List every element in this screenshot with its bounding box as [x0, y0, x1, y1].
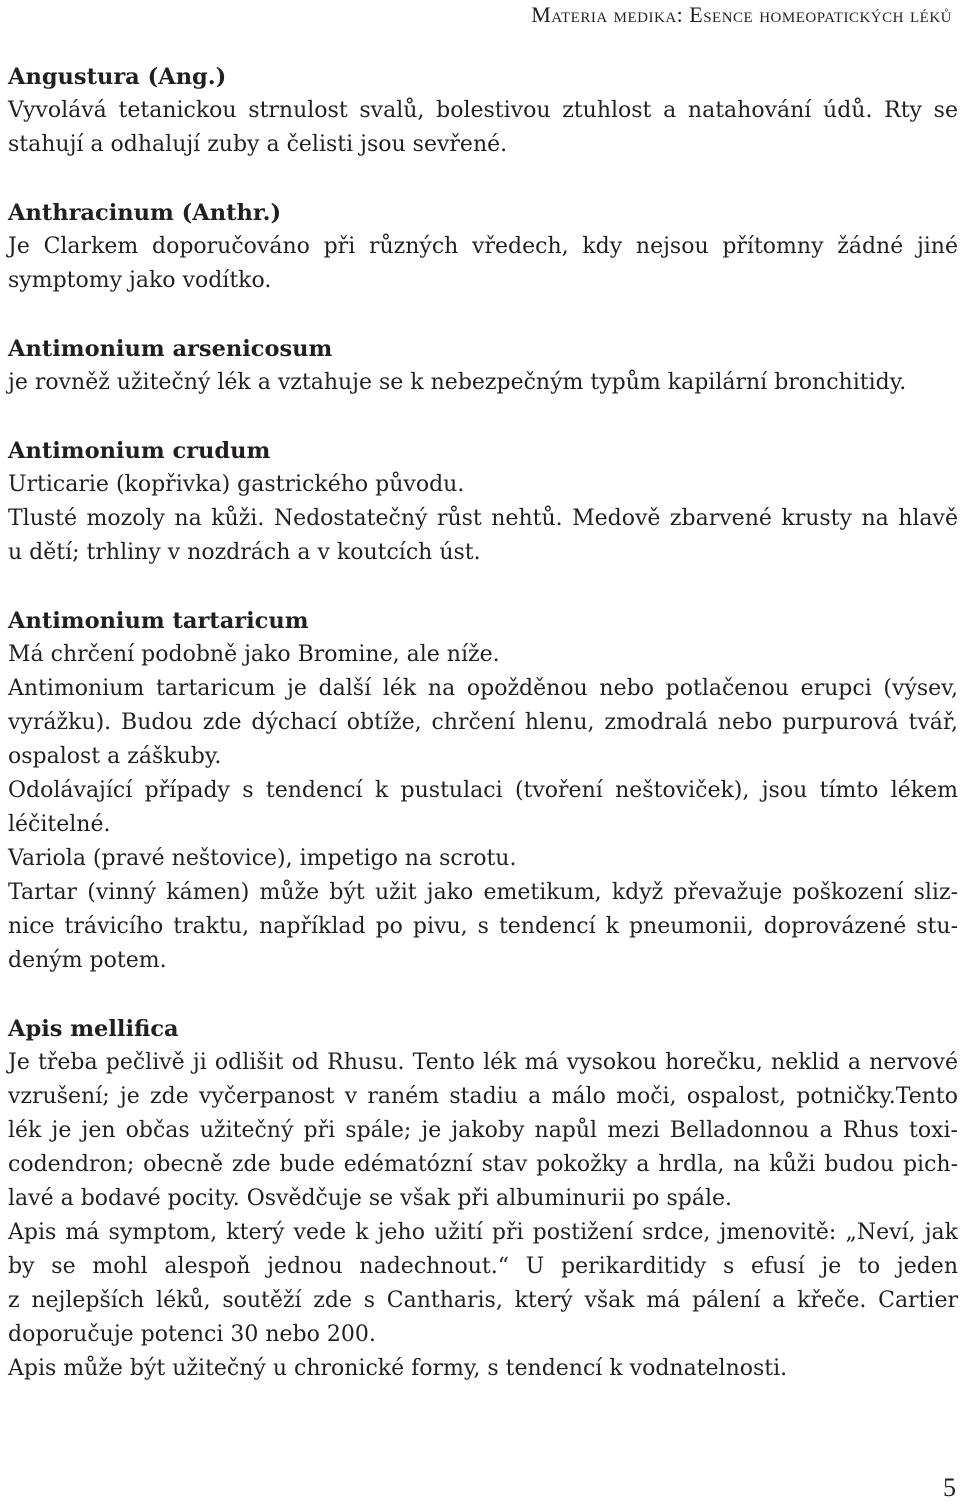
text-line: ospalost a záškuby. — [8, 744, 222, 769]
page-number: 5 — [943, 1473, 956, 1502]
text-line: symptomy jako vodítko. — [8, 268, 272, 293]
entry-apis-mellifica — [8, 1012, 958, 1386]
entry-text — [8, 638, 958, 978]
entry-title: Antimonium crudum — [8, 438, 271, 464]
text-line: Urticarie (kopřivka) gastrického původu. — [8, 472, 465, 497]
text-line: Apis může být užitečný u chronické formy, s tendencí k vodnatelnosti. — [8, 1356, 788, 1381]
text-line: Je třeba pečlivě ji odlišit od Rhusu. Tento lék má vysokou horečku, neklid a nervové — [8, 1050, 958, 1075]
text-line: Má chrčení podobně jako Bromine, ale níže. — [8, 642, 500, 667]
text-line: léčitelné. — [8, 812, 111, 837]
text-line: lék je jen občas užitečný při spále; je jakoby napůl mezi Belladonnou a Rhus toxi- — [8, 1118, 958, 1143]
text-line: stahují a odhalují zuby a čelisti jsou sevřené. — [8, 132, 508, 157]
text-line: deným potem. — [8, 948, 167, 973]
text-line: vyrážku). Budou zde dýchací obtíže, chrčení hlenu, zmodralá nebo purpurová tvář, — [8, 710, 958, 735]
text-line: Antimonium tartaricum je další lék na opožděnou nebo potlačenou erupci (výsev, — [8, 676, 958, 701]
entry-text — [8, 468, 958, 570]
text-line: codendron; obecně zde bude edématózní stav pokožky a hrdla, na kůži budou pich- — [8, 1152, 958, 1177]
entry-text — [8, 94, 958, 162]
text-line: je rovněž užitečný lék a vztahuje se k nebezpečným typům kapilární bronchitidy. — [8, 370, 907, 395]
text-line: Apis má symptom, který vede k jeho užití při postižení srdce, jmenovitě: „Neví, jak — [8, 1220, 958, 1245]
entry-antimonium-crudum — [8, 434, 958, 570]
text-line: nice trávicího traktu, například po pivu, s tendencí k pneumonii, doprovázené stu- — [8, 914, 958, 939]
text-line: Variola (pravé neštovice), impetigo na scrotu. — [8, 846, 517, 871]
entry-angustura — [8, 60, 958, 162]
text-line: Odolávající případy s tendencí k pustulaci (tvoření neštoviček), jsou tímto lékem — [8, 778, 958, 803]
entry-text — [8, 1046, 958, 1386]
entry-text — [8, 366, 958, 400]
text-line: vzrušení; je zde vyčerpanost v raném stadiu a málo moči, ospalost, potničky.Tento — [8, 1084, 958, 1109]
document-body — [8, 60, 958, 1420]
text-line: Je Clarkem doporučováno při různých vředech, kdy nejsou přítomny žádné jiné — [8, 234, 958, 259]
text-line: Tlusté mozoly na kůži. Nedostatečný růst nehtů. Medově zbarvené krusty na hlavě — [8, 506, 958, 531]
text-line: Vyvolává tetanickou strnulost svalů, bolestivou ztuhlost a natahování údů. Rty se — [8, 98, 958, 123]
running-header: Materia medika: Esence homeopatických léků — [531, 2, 952, 27]
entry-title: Antimonium arsenicosum — [8, 336, 333, 362]
entry-title: Antimonium tartaricum — [8, 608, 309, 634]
entry-title: Anthracinum (Anthr.) — [8, 200, 282, 226]
entry-title: Apis mellifica — [8, 1016, 179, 1042]
text-line: u dětí; trhliny v nozdrách a v koutcích úst. — [8, 540, 481, 565]
text-line: Tartar (vinný kámen) může být užit jako emetikum, když převažuje poškození sliz- — [8, 880, 958, 905]
entry-title: Angustura (Ang.) — [8, 64, 227, 90]
text-line: by se mohl alespoň jednou nadechnout.“ U perikarditidy s efusí je to jeden — [8, 1254, 958, 1279]
entry-text — [8, 230, 958, 298]
entry-antimonium-tartaricum — [8, 604, 958, 978]
text-line: lavé a bodavé pocity. Osvědčuje se však při albuminurii po spále. — [8, 1186, 733, 1211]
entry-antimonium-arsenicosum — [8, 332, 958, 400]
entry-anthracinum — [8, 196, 958, 298]
text-line: z nejlepších léků, soutěží zde s Cantharis, který však má pálení a křeče. Cartier — [8, 1288, 958, 1313]
text-line: doporučuje potenci 30 nebo 200. — [8, 1322, 376, 1347]
